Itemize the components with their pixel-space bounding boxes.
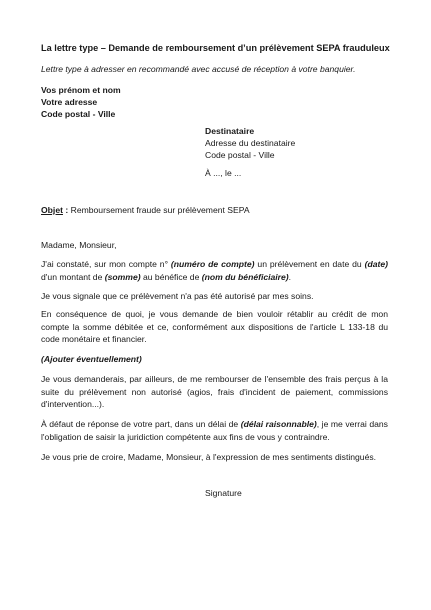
paragraph-refund-request: En conséquence de quoi, je vous demande de bien vouloir rétablir au crédit de mon compte la somme débitée et ce, conformément aux dispositions de l'article L 133-18 du code monétaire et financier. [41,309,388,345]
signature: Signature [205,488,242,498]
optional-label: (Ajouter éventuellement) [41,354,142,364]
recipient-address: Adresse du destinataire [205,138,296,148]
salutation: Madame, Monsieur, [41,240,117,250]
subject-line [41,205,250,215]
p1-text-5: . [288,271,292,282]
p1-text-4: au bénéfice de [140,271,202,282]
paragraph-not-authorized: Je vous signale que ce prélèvement n'a pas été autorisé par mes soins. [41,291,314,301]
intro-note: Lettre type à adresser en recommandé avec accusé de réception à votre banquier. [41,64,356,74]
p1-text-1: J'ai constaté, sur mon compte n° [41,259,171,269]
subject-label: Objet [41,205,63,215]
p1-text-2: un prélèvement en date du [254,259,365,269]
subject-separator: : [62,205,71,215]
subject-text: Remboursement fraude sur prélèvement SEPA [70,205,250,215]
recipient-heading: Destinataire [205,126,255,136]
account-number-field: (numéro de compte) [170,259,255,269]
document-title: La lettre type – Demande de remboursement d’un prélèvement SEPA frauduleux [41,43,390,53]
paragraph-facts [41,258,388,283]
beneficiary-field: (nom du bénéficiaire) [201,271,289,282]
p5-text-1: À défaut de réponse de votre part, dans un délai de [41,419,241,429]
sender-city: Code postal - Ville [41,109,116,119]
deadline-field: (délai raisonnable) [240,419,317,429]
recipient-city: Code postal - Ville [205,150,275,160]
p1-text-3: d'un montant de [41,271,105,282]
sender-address: Votre adresse [41,97,98,107]
amount-field: (somme) [104,271,141,282]
p5-text-2: , je me verrai dans l'obligation de saisir la juridiction compétente aux fins de vous y contraindre. [41,419,388,442]
sender-name: Vos prénom et nom [41,85,121,95]
place-date: À ..., le ... [205,168,242,178]
paragraph-fees: Je vous demanderais, par ailleurs, de me rembourser de l'ensemble des frais perçus à la suite du prélèvement non autorisé (agios, frais d'incident de paiement, commissions d'intervention...). [41,374,388,410]
closing-formula: Je vous prie de croire, Madame, Monsieur, à l'expression de mes sentiments distingués. [41,452,377,462]
paragraph-deadline [41,418,388,443]
date-field: (date) [364,259,388,269]
